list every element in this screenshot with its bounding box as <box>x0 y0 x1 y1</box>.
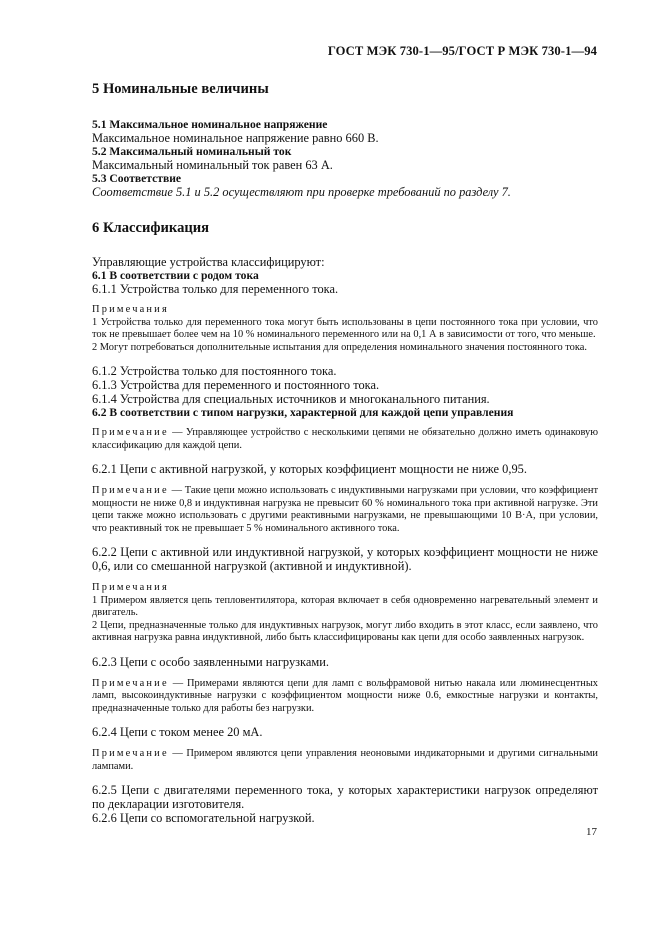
note-6-2-label: Примечание <box>92 427 169 438</box>
section-6-title: 6 Классификация <box>92 220 210 236</box>
section-6-2-5: 6.2.5 Цепи с двигателями переменного тока, у которых характеристики нагрузок определяют по декларации изготовителя. <box>92 783 598 811</box>
section-6-2-3: 6.2.3 Цепи с особо заявленными нагрузками. <box>92 654 329 669</box>
section-6-1-title: 6.1 В соответствии с родом тока <box>92 269 259 282</box>
note-6-2-text: — Управляющее устройство с несколькими цепями не обязательно должно иметь одинаковую классификацию для каждой цепи. <box>92 427 598 451</box>
section-5-3-title: 5.3 Соответствие <box>92 172 182 185</box>
section-6-2-6: 6.2.6 Цепи со вспомогательной нагрузкой. <box>92 811 315 825</box>
notes-6-1-item-2-wrap <box>92 342 598 355</box>
notes-6-1-heading: Примечания <box>92 304 169 315</box>
section-6-1-1: 6.1.1 Устройства только для переменного тока. <box>92 282 339 296</box>
note-6-2-4-text: — Примером являются цепи управления неоновыми индикаторными и другими сигнальными лампами. <box>92 748 598 772</box>
page-number: 17 <box>586 826 597 838</box>
note-6-2-3 <box>92 678 598 716</box>
section-5-1-text: Максимальное номинальное напряжение равно 660 В. <box>92 131 379 145</box>
section-6-2-4: 6.2.4 Цепи с током менее 20 мА. <box>92 725 263 739</box>
section-6-1-2: 6.1.2 Устройства только для постоянного тока. <box>92 364 337 378</box>
note-6-2-1 <box>92 485 598 535</box>
notes-6-2-2-heading: Примечания <box>92 582 169 593</box>
note-6-2-1-text: — Такие цепи можно использовать с индуктивными нагрузками при условии, что коэффициент мощности не ниже 0,8 и индуктивная нагрузка не превысит 60 % номинального тока при активной нагрузке. Эти цепи также можно использовать с другими реактивными нагрузками, не превышающими 10 В·А, при условии, что реактивный ток не превышает 5 % номинального активного тока. <box>92 485 598 534</box>
page-content <box>92 80 598 825</box>
section-6-2-1: 6.2.1 Цепи с активной нагрузкой, у которых коэффициент мощности не ниже 0,95. <box>92 462 527 476</box>
note-6-2 <box>92 427 598 452</box>
section-5-3-text: Соответствие 5.1 и 5.2 осуществляют при проверке требований по разделу 7. <box>92 185 511 199</box>
note-6-2-4 <box>92 748 598 773</box>
note-6-2-1-label: Примечание <box>92 485 169 496</box>
notes-6-1-item-2: 2 Могут потребоваться дополнительные испытания для определения номинального значения постоянного тока. <box>92 341 587 353</box>
standard-header: ГОСТ МЭК 730-1—95/ГОСТ Р МЭК 730-1—94 <box>327 44 597 58</box>
section-5-title: 5 Номинальные величины <box>92 81 269 97</box>
notes-6-2-2-item-1: 1 Примером является цепь тепловентилятора, которая включает в себя одновременно нагревательный элемент и двигатель. <box>92 594 598 618</box>
section-6-1-4: 6.1.4 Устройства для специальных источников и многоканального питания. <box>92 392 490 406</box>
section-5-1-title: 5.1 Максимальное номинальное напряжение <box>92 118 328 131</box>
notes-6-2-2-item-2: 2 Цепи, предназначенные только для индуктивных нагрузок, могут либо входить в этот класс, если заявлено, что активная нагрузка равна индуктивной, либо быть классифицированы как цепи для особо заявленных нагрузок. <box>92 619 598 643</box>
note-6-2-3-label: Примечание <box>92 677 169 689</box>
section-6-intro: Управляющие устройства классифицируют: <box>92 255 325 269</box>
section-6-1-3: 6.1.3 Устройства для переменного и постоянного тока. <box>92 378 380 392</box>
note-6-2-4-label: Примечание <box>92 748 169 759</box>
section-6-2-2: 6.2.2 Цепи с активной или индуктивной нагрузкой, у которых коэффициент мощности не ниже 0,6, или со смешанной нагрузкой (активной и индуктивной). <box>92 545 598 573</box>
section-5-2-text: Максимальный номинальный ток равен 63 А. <box>92 158 333 172</box>
section-6-2-title: 6.2 В соответствии с типом нагрузки, характерной для каждой цепи управления <box>92 406 514 419</box>
section-5-2-title: 5.2 Максимальный номинальный ток <box>92 145 292 158</box>
note-6-2-3-text: — Примерами являются цепи для ламп с вольфрамовой нитью накала или люминесцентных ламп, высокоиндуктивные нагрузки с коэффициентом мощности ниже 0.6, емкостные нагрузки и контакты, предназначенные только для работы без нагрузки. <box>92 677 598 714</box>
notes-6-1-item-1: 1 Устройства только для переменного тока могут быть использованы в цепи постоянного тока при условии, что ток не превышает более чем на 10 % номинального переменного или на 0,1 А в зависимости от того, что меньше. <box>92 316 598 340</box>
